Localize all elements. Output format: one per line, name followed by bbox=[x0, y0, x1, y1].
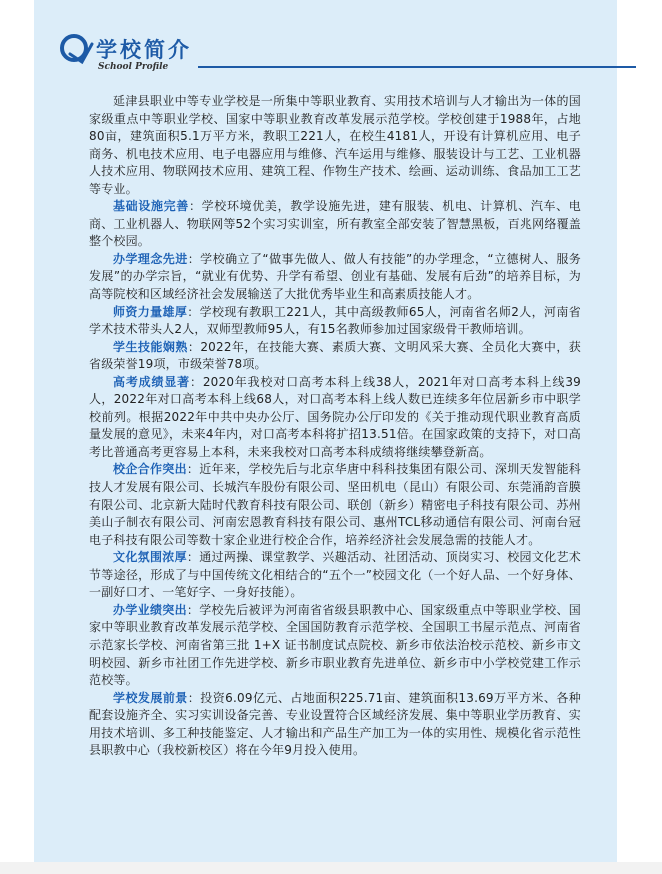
title-rule bbox=[198, 66, 636, 68]
section-heading: 基础设施完善 bbox=[113, 199, 189, 214]
intro-paragraph: 延津县职业中等专业学校是一所集中等职业教育、实用技术培训与人才输出为一体的国家级重点中等职业学校、国家中等职业教育改革发展示范学校。学校创建于1988年，占地80亩，建筑面积5.1万平方米，教职工221人，在校生4181人，开设有计算机应用、电子商务、机电技术应用、电子电器应用与维修、汽车运用与维修、服装设计与工艺、工业机器人技术应用、物联网技术应用、建筑工程、作物生产技术、绘画、运动训练、食品加工工艺等专业。 bbox=[89, 94, 581, 196]
section-heading: 办学理念先进 bbox=[113, 251, 188, 266]
page-title: 学校简介 bbox=[96, 37, 192, 62]
section-text: ：近年来，学校先后与北京华唐中科科技集团有限公司、深圳天发智能科技人才发展有限公司、长城汽车股份有限公司、坚田机电（昆山）有限公司、东莞涌韵音膜有限公司、北京新大陆时代教育科技有限公司、联创（新乡）精密电子科技有限公司、苏州美山子制衣有限公司、河南宏恩教育科技有限公司、惠州TCL移动通信有限公司、河南台冠电子科技有限公司等数十家企业进行校企合作，培养经济社会发展急需的技能人才。 bbox=[89, 462, 582, 547]
section-paragraph bbox=[89, 690, 581, 760]
section-paragraph bbox=[89, 198, 581, 251]
q-swoosh-icon bbox=[58, 30, 96, 70]
section-heading: 校企合作突出 bbox=[113, 462, 187, 477]
section-heading: 文化氛围浓厚 bbox=[113, 550, 187, 565]
section-heading: 高考成绩显著 bbox=[113, 374, 190, 389]
section-text: ：2020年我校对口高考本科上线38人，2021年对口高考本科上线39人，2022年对口高考本科上线68人，对口高考本科上线人数已连续多年位居新乡市中职学校前列。根据2022年中共中央办公厅、国务院办公厅印发的《关于推动现代职业教育高质量发展的意见》，未来4年内，对口高考本科将扩招13.51倍。在国家政策的支持下，对口高考比普通高考更容易上本科，未来我校对口高考本科成绩将继续攀登新高。 bbox=[89, 374, 581, 459]
section-text: ：学校环境优美，教学设施先进，建有服装、机电、计算机、汽车、电商、工业机器人、物联网等52个实习实训室，所有教室全部安装了智慧黑板，百兆网络覆盖整个校园。 bbox=[89, 199, 581, 249]
section-text: ：2022年，在技能大赛、素质大赛、文明风采大赛、全员化大赛中，获省级荣誉19项，市级荣誉78项。 bbox=[89, 339, 581, 372]
section-paragraph bbox=[89, 602, 581, 690]
page-subtitle: School Profile bbox=[98, 62, 169, 72]
section-header bbox=[58, 30, 578, 80]
section-text: ：学校先后被评为河南省省级县职教中心、国家级重点中等职业学校、国家中等职业教育改革发展示范学校、全国国防教育示范学校、全国职工书屋示范点、河南省示范家长学校、河南省第三批 1+X 证书制度试点院校、新乡市依法治校示范校、新乡市文明校园、新乡市社团工作先进学校、新乡市职业教育先进单位、新乡市中小学校党建工作示范校等。 bbox=[89, 602, 582, 688]
bottom-strip bbox=[0, 862, 662, 874]
section-text: ：投资6.09亿元、占地面积225.71亩、建筑面积13.69万平方米、各种配套设施齐全、实习实训设备完善、专业设置符合区域经济发展、集中等职业学历教育、实用技术培训、多工种技能鉴定、人才输出和产品生产加工为一体的实用性、规模化省示范性县职教中心（我校新校区）将在今年9月投入使用。 bbox=[89, 690, 581, 758]
section-paragraph bbox=[89, 251, 581, 304]
section-text: ：学校确立了“做事先做人、做人有技能”的办学理念，“立德树人、服务发展”的办学宗旨，“就业有优势、升学有希望、创业有基础、发展有后劲”的培养目标，为高等院校和区域经济社会发展输送了大批优秀毕业生和高素质技能人才。 bbox=[89, 251, 581, 302]
section-heading: 学生技能娴熟 bbox=[113, 339, 188, 354]
section-heading: 办学业绩突出 bbox=[113, 602, 187, 617]
section-heading: 学校发展前景 bbox=[113, 690, 188, 705]
section-text: ：通过两操、课堂教学、兴趣活动、社团活动、顶岗实习、校园文化艺术节等途径，形成了与中国传统文化相结合的“五个一”校园文化（一个好人品、一个好身体、一副好口才、一笔好字、一身好技能）。 bbox=[89, 550, 582, 600]
section-paragraph bbox=[89, 304, 581, 339]
section-paragraph bbox=[89, 339, 581, 374]
section-text: ：学校现有教职工221人，其中高级教师65人，河南省名师2人，河南省学术技术带头人2人，双师型教师95人，有15名教师参加过国家级骨干教师培训。 bbox=[89, 304, 581, 337]
section-paragraph bbox=[89, 549, 581, 602]
section-paragraph bbox=[89, 374, 581, 462]
section-heading: 师资力量雄厚 bbox=[113, 304, 188, 319]
profile-body bbox=[89, 93, 581, 760]
section-paragraph bbox=[89, 461, 581, 549]
